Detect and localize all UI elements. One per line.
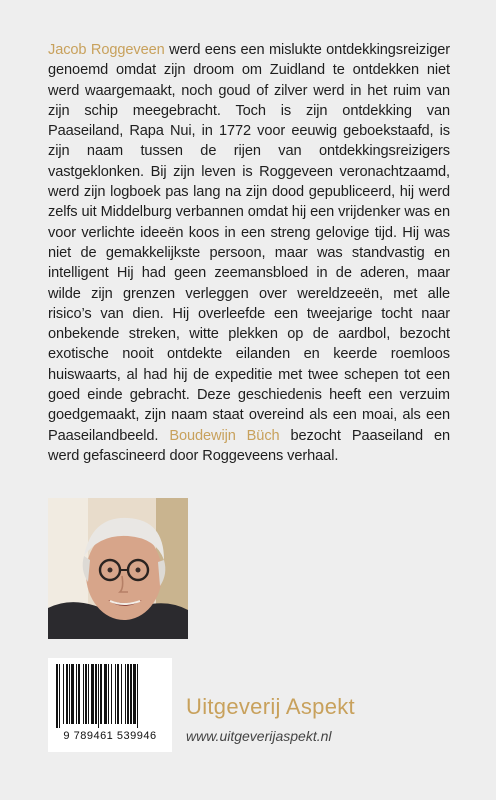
writer-name-highlight: Boudewijn Büch: [169, 427, 280, 444]
publisher-website: www.uitgeverijaspekt.nl: [186, 728, 332, 744]
author-name-highlight: Jacob Roggeveen: [48, 42, 165, 58]
blurb-ending: bezocht Paaseiland en werd gefascineerd door Roggeveens verhaal.: [48, 427, 450, 464]
blurb-text: [48, 40, 450, 466]
publisher-name: Uitgeverij Aspekt: [186, 694, 355, 719]
author-photo: [48, 498, 188, 639]
isbn-number: 9 789461 539946: [63, 730, 157, 742]
barcode: [48, 658, 172, 752]
blurb-body: werd eens een mislukte ontdekkingsreiziger genoemd omdat zijn droom om Zuidland te ontdekken niet werd waargemaakt, noch goud of zilver werd in het ruim van zijn schip meegebracht. Toch is zijn ontdekking van Paaseiland, Rapa Nui, in 1772 voor eeuwig geboekstaafd, is zijn naam tussen de rijen van ontdekkingsreizigers vastgeklonken. Bij zijn leven is Roggeveen veronachtzaamd, werd zijn logboek pas lang na zijn dood gepubliceerd, hij werd zelfs uit Middelburg verbannen omdat hij een vrijdenker was en voor verlichte ideeën koos in een streng gelovige tijd. Hij was niet de gemakkelijkste persoon, maar was standvastig en intelligent Hij had geen zeemansbloed in de aderen, maar wilde zijn grenzen verleggen over wereldzeeën, met alle risico’s van dien. Hij overleefde een tweejarige tocht naar onbekende streken, witte plekken op de aardbol, bezocht exotische nooit ontdekte eilanden en keerde roemloos huiswaarts, al had hij de expeditie met twee schepen tot een goed einde gebracht. Deze geschiedenis heeft een verzuim goedgemaakt, zijn naam staat overeind als een moai, als een Paaseilandbeeld.: [48, 42, 451, 444]
author-portrait-image: [48, 498, 188, 639]
barcode-bars: [54, 664, 166, 728]
